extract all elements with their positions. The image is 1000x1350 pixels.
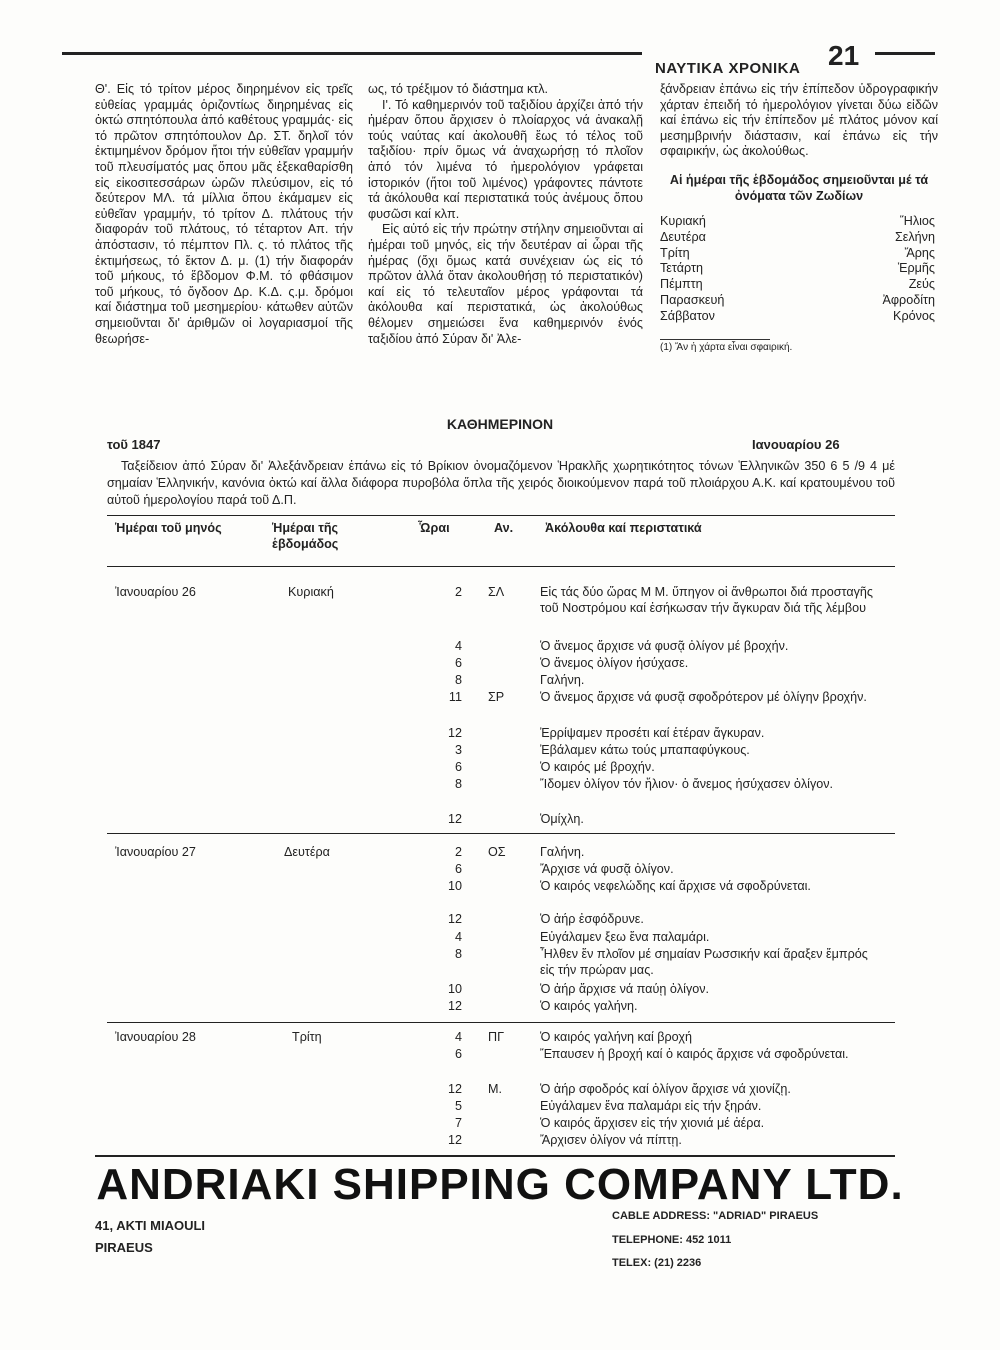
entry-hour: 7 — [454, 1116, 462, 1130]
log-intro: Ταξείδειον ἀπό Σύραν δι' Ἀλεξάνδρειαν ἐπάνω εἰς τό Βρίκιον ὀνομαζόμενον Ἡρακλῆς χωρητικότητος τόνων Ἑλληνικῶν 350 6 5 /9 4 μέ σημαίαν Ἑλληνικήν, κανόνια ὀκτώ καί ἄλλα διάφορα πυροβόλα ὅπλα τῆς χειρός διοικούμενον παρά τοῦ πλοιάρχου Α.Κ. καί κρατουμένου τοῦ αὐτοῦ ἡμερολογίου παρά τοῦ Δ.Π. — [107, 459, 895, 507]
entry-hour: 12 — [447, 812, 462, 826]
day-rule — [107, 833, 895, 834]
entry-code: ΟΣ — [488, 845, 506, 859]
entry-text: Ὁμίχλη. — [540, 812, 584, 826]
col2-paragraph-3: Εἰς αὐτό εἰς τήν πρώτην στήλην σημειοῦνται αἱ ἡμέραι τοῦ μηνός, εἰς τήν δευτέραν αἱ ὧραι τῆς ἡμέρας (ὄχι ὅμως κατά συνέχειαν ὡς εἰς τό πρῶτον ἀλλά ὅταν ἀκολουθήσῃ τό περιστατικόν) καί εἰς τό τελευταῖον μέρος γράφονται τά ἀκόλουθα καί περιστατικά, ὡς ἀκολούθως θέλομεν σημειώσει ἕνα καθημερινόν ἑνός ταξιδίου ἀπό Σύραν δι' Ἀλε- — [368, 222, 643, 346]
entry-hour: 8 — [454, 777, 462, 791]
day-rule — [107, 1022, 895, 1023]
entry-hour: 8 — [454, 673, 462, 687]
table-bottom-rule — [95, 1155, 895, 1157]
entry-hour: 12 — [447, 726, 462, 740]
table-header-rule — [107, 566, 895, 567]
entry-text: Ὁ καιρός γαλήνη. — [540, 999, 638, 1013]
entry-text: Ἄρχισε νά φυσᾷ ὀλίγον. — [540, 862, 674, 876]
entry-text: Εὐγάλαμεν ἕνα παλαμάρι εἰς τήν ξηράν. — [540, 1099, 762, 1113]
entry-text: Ἐρρίψαμεν προσέτι καί ἑτέραν ἄγκυραν. — [540, 726, 765, 740]
entry-text: Ὁ ἄνεμος ἄρχισε νά φυσᾷ σφοδρότερον μέ ὀλίγην βροχήν. — [540, 690, 867, 704]
log-date: Ιανουαρίου 26 — [752, 437, 840, 452]
header-rule-right — [875, 52, 935, 55]
entry-text: Ὁ καιρός μέ βροχήν. — [540, 760, 655, 774]
entry-text: Ὁ ἄνεμος ὀλίγον ἡσύχασε. — [540, 656, 689, 670]
zodiac-row: Τετάρτη Ἑρμῆς — [660, 261, 935, 276]
col1-paragraph: Θ'. Εἰς τό τρίτον μέρος διηρημένον εἰς τρεῖς εὐθείας γραμμάς ὁριζοντίως διηρημένας εἰς ὀκτώ σπητόπουλα ἀπό καθέτους γραμμάς· εἰς τό πρῶτον σπητόπουλον Δρ. ΣΤ. δηλοῖ τόν ἐκτιμημένον δρόμον ἤτοι τήν εὐθεῖαν γραμμήν τοῦ πλευσίματός μας ὅπου μᾶς ἐξεκαθαρίσθη εἰς εἰκοσιτεσσάρων ὡρῶν πλεύσιμον, εἰς τό δεύτερον ΜΛ. τά μίλλια ὅπου ἐκάμαμεν εἰς εὐθεῖαν γραμμήν, τό τρίτον Δ. πλάτους τήν διαφοράν τοῦ πλάτους, τό τέταρτον Απ. τήν ἀπόστασιν, τό πέμπτον Πλ. ς. τό πλάτος τῆς ἐκτιμήσεως, τό ἕκτον Δ. μ. (1) τήν διαφοράν τοῦ μήκους, τό ἕβδομον Φ.Μ. τό φθάσιμον τοῦ μήκους, τό ὄγδοον Δρ. Κ.Δ. ς.μ. δρόμοι καί διάστημα τοῦ μεσημερίου· κάτωθεν αὐτῶν σημειοῦνται δι' ἀριθμῶν οἱ λογαριασμοί τῆς θεωρήσε- — [95, 82, 353, 346]
entry-text: Ἔπαυσεν ἡ βροχή καί ὁ καιρός ἄρχισε νά σφοδρύνεται. — [540, 1047, 849, 1061]
entry-hour: 3 — [454, 743, 462, 757]
entry-code: ΠΓ — [488, 1030, 505, 1044]
entry-hour: 11 — [448, 690, 462, 704]
entry-hour: 6 — [454, 862, 462, 876]
entry-text: Ἄρχισεν ὀλίγον νά πίπτῃ. — [540, 1133, 682, 1147]
ad-cable: CABLE ADDRESS: "ADRIAD" PIRAEUS — [612, 1210, 819, 1222]
ad-company-name: ANDRIAKI SHIPPING COMPANY LTD. — [96, 1160, 904, 1209]
entry-hour: 4 — [454, 1030, 462, 1044]
entry-text: Ὁ καιρός γαλήνη καί βροχή — [540, 1030, 692, 1044]
entry-text: Εἰς τάς δύο ὥρας Μ Μ. ὕπηγον οἱ ἄνθρωποι διά προσταγῆς τοῦ Νοστρόμου καί ἐσήκωσαν τήν ἄγκυραν διά τῆς λέμβου — [540, 585, 873, 615]
entry-hour: 6 — [454, 656, 462, 670]
entry-text: Ὁ καιρός νεφελώδης καί ἄρχισε νά σφοδρύνεται. — [540, 879, 811, 893]
th-hours: Ὧραι — [418, 521, 450, 535]
zodiac-row: Δευτέρα Σελήνη — [660, 229, 935, 244]
col3-paragraph: ξάνδρειαν ἐπάνω εἰς τήν ἐπίπεδον ὑδρογραφικήν χάρταν ἐπειδή τό ἡμερολόγιον γίνεται δύω εἰδῶν καί ἐπάνω εἰς τήν ἐπίπεδον μέ πλάτος μόνον καί μεσημβρινήν διάστασιν, καί ἐπάνω εἰς τήν σφαιρικήν, ὡς ἀκολούθως. — [660, 82, 938, 159]
log-year: τοῦ 1847 — [107, 437, 161, 452]
table-top-rule — [107, 515, 895, 516]
zodiac-row: Πέμπτη Ζεύς — [660, 277, 935, 292]
day-weekday: Κυριακή — [288, 585, 334, 599]
entry-hour: 8 — [454, 947, 462, 961]
entry-text: Γαλήνη. — [540, 673, 585, 687]
column-1 — [95, 82, 353, 347]
entry-hour: 10 — [447, 982, 462, 996]
th-month-day: Ἡμέραι τοῦ μηνός — [115, 521, 222, 535]
entry-hour: 12 — [447, 912, 462, 926]
zodiac-row: Σάββατον Κρόνος — [660, 308, 935, 323]
entry-text: Ὁ καιρός ἄρχισεν εἰς τήν χιονιά μέ ἀέρα. — [540, 1116, 765, 1130]
footnote: (1) Ἄν ἡ χάρτα εἶναι σφαιρική. — [660, 341, 793, 353]
ad-address-2: PIRAEUS — [95, 1240, 153, 1255]
entry-hour: 4 — [454, 639, 462, 653]
entry-hour: 12 — [447, 1133, 462, 1147]
entry-text: Ὁ ἀήρ σφοδρός καί ὀλίγον ἄρχισε νά χιονίζῃ. — [540, 1082, 791, 1096]
entry-hour: 2 — [454, 845, 462, 859]
entry-text: Ὁ ἀήρ ἄρχισε νά παύῃ ὀλίγον. — [540, 982, 710, 996]
th-week-day: Ἡμέραι τῆς ἑβδομάδος — [272, 521, 339, 551]
zodiac-row: Τρίτη Ἄρης — [660, 245, 935, 260]
footnote-rule — [660, 339, 770, 340]
zodiac-row: Παρασκευή Ἀφροδίτη — [660, 292, 935, 307]
th-wind: Αν. — [494, 521, 514, 535]
ad-address-1: 41, AKTI MIAOULI — [95, 1218, 206, 1233]
column-2 — [368, 82, 643, 347]
zodiac-row: Κυριακή Ἥλιος — [660, 213, 935, 228]
day-date: Ἰανουαρίου 28 — [115, 1030, 196, 1044]
col2-paragraph-2: Ι'. Τό καθημερινόν τοῦ ταξιδίου ἀρχίζει ἀπό τήν ἡμέραν ὅπου ἄρχισεν ὁ πλοίαρχος νά ἀνακαλῇ τούς ναύτας καί ἀκολουθῆ ἕως τό τέλος τοῦ ταξιδίου· πρίν ὅμως νά ἀναχωρήσῃ τό πλοῖον ἀπό τόν λιμένα τό ἡμερολόγιον γράφεται ἱστορικόν (ἤτοι τοῦ λιμένος) γράφοντες πάντοτε τά ἀκόλουθα καί περιστατικά τούς ἀνέμους ὅπου φυσῶσι καί κλπ. — [368, 97, 643, 221]
col2-paragraph-1: ως, τό τρέξιμον τό διάστημα κτλ. — [368, 82, 549, 96]
entry-text: Εὐγάλαμεν ξεω ἕνα παλαμάρι. — [540, 930, 710, 944]
entry-code: ΣΛ — [488, 585, 505, 599]
zodiac-title: Αἱ ἡμέραι τῆς ἑβδομάδος σημειοῦνται μέ τά ὀνόματα τῶν Ζωδίων — [669, 172, 929, 203]
entry-code: ΣΡ — [488, 690, 505, 704]
ad-telex: TELEX: (21) 2236 — [612, 1257, 702, 1269]
page-number: 21 — [828, 40, 860, 71]
zodiac-list — [660, 214, 935, 325]
entry-hour: 6 — [454, 1047, 462, 1061]
entry-hour: 4 — [454, 930, 462, 944]
day-weekday: Τρίτη — [292, 1030, 322, 1044]
header-rule-left — [62, 52, 642, 55]
entry-hour: 2 — [454, 585, 462, 599]
entry-text: Ἦλθεν ἕν πλοῖον μέ σημαίαν Ρωσσικήν καί ἄραξεν ἔμπρός εἰς τήν πρώραν μας. — [540, 947, 868, 977]
day-date: Ἰανουαρίου 26 — [115, 585, 196, 599]
day-date: Ἰανουαρίου 27 — [115, 845, 196, 859]
entry-hour: 5 — [454, 1099, 462, 1113]
entry-text: Γαλήνη. — [540, 845, 585, 859]
entry-hour: 6 — [454, 760, 462, 774]
entry-code: Μ. — [488, 1082, 502, 1096]
entry-hour: 12 — [447, 999, 462, 1013]
entry-text: Ὁ ἄνεμος ἄρχισε νά φυσᾷ ὀλίγον μέ βροχήν. — [540, 639, 789, 653]
column-3 — [660, 82, 938, 353]
day-weekday: Δευτέρα — [284, 845, 330, 859]
log-title: ΚΑΘΗΜΕΡΙΝΟΝ — [446, 416, 554, 432]
magazine-title: ΝΑΥΤΙΚΑ ΧΡΟΝΙΚΑ — [655, 60, 801, 77]
entry-hour: 10 — [447, 879, 462, 893]
entry-text: Ὁ ἀήρ ἐσφόδρυνε. — [540, 912, 644, 926]
entry-text: Ἐβάλαμεν κάτω τούς μπαπαφύγκους. — [540, 743, 750, 757]
entry-text: Ἴδομεν ὀλίγον τόν ἥλιον· ὁ ἄνεμος ἡσύχασεν ὀλίγον. — [540, 777, 834, 791]
ad-telephone: TELEPHONE: 452 1011 — [612, 1234, 732, 1246]
entry-hour: 12 — [447, 1082, 462, 1096]
th-events: Ἀκόλουθα καί περιστατικά — [545, 521, 702, 535]
